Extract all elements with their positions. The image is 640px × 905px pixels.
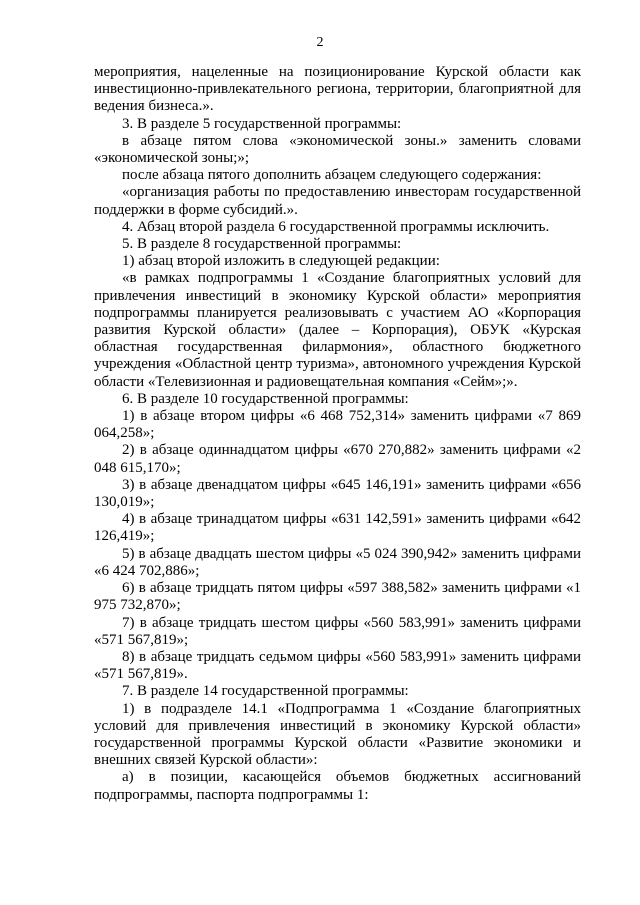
paragraph: 1) абзац второй изложить в следующей редакции:	[122, 253, 440, 270]
paragraph: 4. Абзац второй раздела 6 государственной программы исключить.	[122, 218, 550, 235]
paragraph: 7) в абзаце тридцать шестом цифры «560 583,991» заменить цифрами «571 567,819»;	[94, 614, 581, 648]
paragraph: мероприятия, нацеленные на позиционирование Курской области как инвестиционно-привлекательного региона, территории, благоприятной для ведения бизнеса.».	[94, 64, 581, 115]
document-body	[94, 64, 581, 804]
page-number: 2	[316, 35, 324, 50]
paragraph: после абзаца пятого дополнить абзацем следующего содержания:	[122, 167, 542, 184]
paragraph: 5. В разделе 8 государственной программы:	[122, 236, 402, 253]
paragraph: 4) в абзаце тринадцатом цифры «631 142,591» заменить цифрами «642 126,419»;	[94, 511, 581, 545]
paragraph: 5) в абзаце двадцать шестом цифры «5 024 390,942» заменить цифрами «6 424 702,886»;	[94, 545, 581, 579]
paragraph: в абзаце пятом слова «экономической зоны.» заменить словами «экономической зоны;»;	[94, 132, 581, 167]
paragraph: 8) в абзаце тридцать седьмом цифры «560 583,991» заменить цифрами «571 567,819».	[94, 648, 581, 683]
paragraph: 2) в абзаце одиннадцатом цифры «670 270,882» заменить цифрами «2 048 615,170»;	[94, 442, 581, 476]
paragraph: 3) в абзаце двенадцатом цифры «645 146,191» заменить цифрами «656 130,019»;	[94, 476, 581, 511]
paragraph: «организация работы по предоставлению инвесторам государственной поддержки в форме субсидий.».	[94, 184, 581, 218]
paragraph: 1) в подразделе 14.1 «Подпрограмма 1 «Создание благоприятных условий для привлечения инвестиций в экономику Курской области» государственной программы Курской области «Развитие экономики и внешних связей Курской области»:	[94, 700, 581, 769]
paragraph: «в рамках подпрограммы 1 «Создание благоприятных условий для привлечения инвестиций в экономику Курской области» мероприятия подпрограммы планируется реализовывать с участием АО «Корпорация развития Курской области» (далее – Корпорация), ОБУК «Курская областная государственная филармония», областного бюджетного учреждения «Областной центр туризма», автономного учреждения Курской области «Телевизионная и радиовещательная компания «Сейм»;».	[94, 270, 581, 390]
paragraph: 6. В разделе 10 государственной программы:	[122, 390, 409, 407]
paragraph: 6) в абзаце тридцать пятом цифры «597 388,582» заменить цифрами «1 975 732,870»;	[94, 580, 581, 614]
paragraph: 7. В разделе 14 государственной программы:	[122, 683, 409, 700]
paragraph: а) в позиции, касающейся объемов бюджетных ассигнований подпрограммы, паспорта подпрограммы 1:	[94, 769, 581, 803]
paragraph: 1) в абзаце втором цифры «6 468 752,314» заменить цифрами «7 869 064,258»;	[94, 408, 581, 442]
paragraph: 3. В разделе 5 государственной программы:	[122, 115, 402, 132]
